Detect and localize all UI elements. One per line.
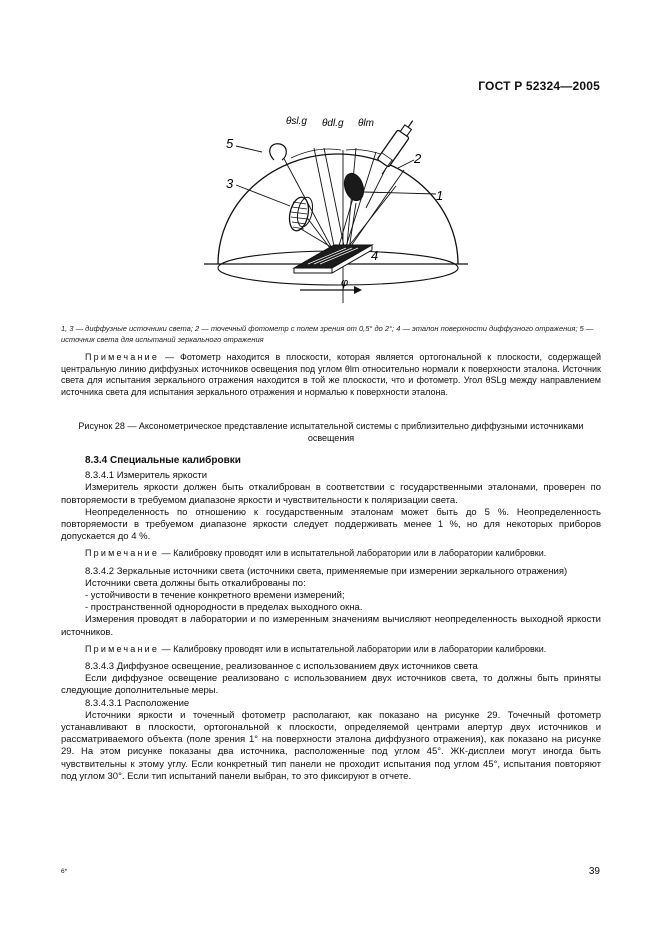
label-theta-slg: θsl.g [286, 116, 307, 127]
diffuse-reflectance-standard-4 [294, 245, 372, 273]
note-label: Примечание [85, 643, 160, 654]
paragraph: Неопределенность по отношению к государственным эталонам может быть до 5 %. Неопределенность повторяемости в требуемом диапазоне яркости следует поддерживать менее 1 %, но для некоторых приборов допускается до 4 %. [61, 506, 601, 543]
label-theta-lm: θlm [358, 118, 374, 129]
paragraph: Измерения проводят в лаборатории и по измеренным значениям вычисляют неопределенность выходной яркости источников. [61, 614, 601, 638]
specular-light-source-5 [270, 144, 287, 160]
label-phi: φ [341, 277, 349, 289]
figure-28-diagram [196, 108, 476, 320]
list-item: - пространственной однородности в пределах выходного окна. [85, 602, 363, 614]
hemisphere-test-setup-illustration [196, 108, 476, 320]
note-1-text: — Калибровку проводят или в испытательной лаборатории или в лаборатории калибровки. [159, 548, 547, 559]
figure-caption: Рисунок 28 — Аксонометрическое представление испытательной системы с приблизительно диффузными источниками освещения [78, 421, 584, 443]
document-header: ГОСТ Р 52324—2005 [478, 79, 600, 93]
note-label: Примечание [85, 352, 160, 362]
footer-mark: 6* [61, 868, 68, 875]
subsection-8-3-4-3-title: 8.3.4.3 Диффузное освещение, реализованное с использованием двух источников света [85, 661, 478, 673]
paragraph: Источники яркости и точечный фотометр располагают, как показано на рисунке 29. Точечный фотометр устанавливают в плоскости, ортогональной к плоскости, определяемой центрами апертур двух источников и рассматриваемого объекта (поле зрения 1° на поверхности эталона диффузного отражения), как показано на рисунке 29. На этом рисунке показаны два источника, расположенные под углом 45°. ЖК-дисплеи могут иногда быть чувствительны к этому углу. Если конкретный тип панели не проходит испытания под углом 45°, испытания повторяют под углом 30°. Если тип испытаний панели выбран, то это фиксируют в отчете. [61, 709, 601, 782]
phi-arrow [300, 286, 362, 294]
paragraph: Измеритель яркости должен быть откалиброван в соответствии с государственными эталонами, проверен по повторяемости в требуемом диапазоне яркости и чувствительности к поляризации света. [61, 482, 601, 506]
label-two: 2 [414, 151, 422, 166]
label-four: 4 [371, 248, 379, 263]
note-2 [61, 643, 601, 655]
note-label: Примечание [85, 548, 160, 559]
paragraph: Если диффузное освещение реализовано с использованием двух источников света, то должны быть приняты следующие дополнительные меры. [61, 673, 601, 697]
page-number: 39 [588, 866, 600, 877]
spot-photometer-2 [377, 117, 418, 168]
figure-note [61, 352, 601, 398]
section-title: 8.3.4 Специальные калибровки [85, 455, 241, 466]
list-item: - устойчивости в течение конкретного времени измерений; [85, 590, 345, 602]
note-2-text: — Калибровку проводят или в испытательной лаборатории или в лаборатории калибровки. [159, 643, 547, 654]
subsection-8-3-4-2-title: 8.3.4.2 Зеркальные источники света (источники света, применяемые при измерении зеркального отражения) [85, 565, 568, 577]
subsection-8-3-4-1-title: 8.3.4.1 Измеритель яркости [85, 470, 208, 482]
figure-note-text: — Фотометр находится в плоскости, которая является ортогональной к плоскости, содержащей центральную линию диффузных источников освещения под углом θlm относительно нормали к поверхности эталона. Источник света для испытания зеркального отражения находится в той же плоскости, что и фотометр. Угол θSLg между направлением источника света для испытания зеркального отражения и нормалью к поверхности эталона. [61, 352, 601, 397]
note-1 [61, 547, 601, 559]
label-five: 5 [226, 136, 234, 151]
diffuse-light-source-3 [287, 196, 315, 233]
label-theta-dlg: θdl.g [322, 118, 344, 129]
paragraph: Источники света должны быть откалиброваны по: [85, 577, 306, 589]
document-body [61, 455, 601, 786]
label-one: 1 [436, 188, 444, 203]
label-three: 3 [226, 176, 234, 191]
figure-legend: 1, 3 — диффузные источники света; 2 — точечный фотометр с полем зрения от 0,5° до 2°; 4 — эталон поверхности диффузного отражения; 5 — источник света для испытаний зеркального отражения [61, 324, 594, 344]
diffuse-light-source-1 [341, 171, 367, 203]
subsection-8-3-4-3-1-title: 8.3.4.3.1 Расположение [85, 697, 190, 709]
